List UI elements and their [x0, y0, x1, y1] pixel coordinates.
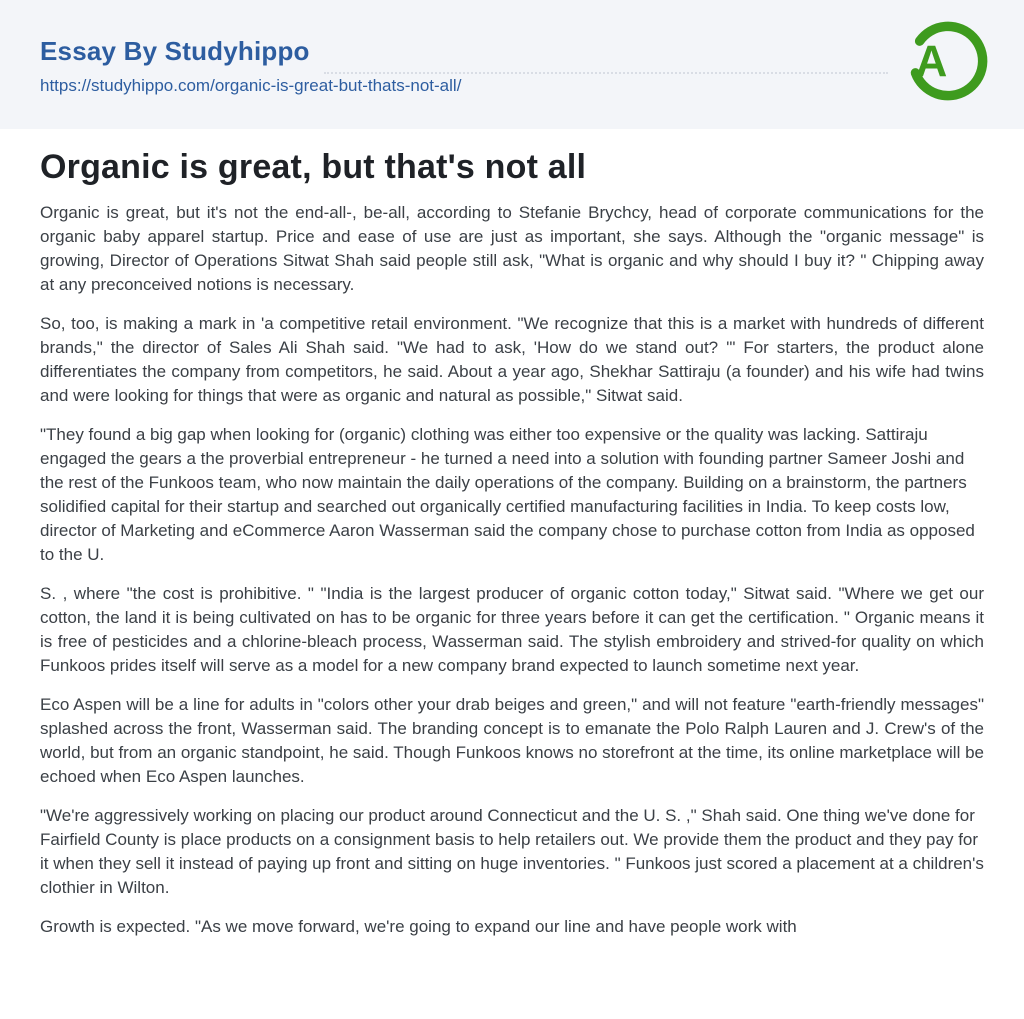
article-title: Organic is great, but that's not all: [40, 148, 587, 186]
dotted-separator: [324, 72, 888, 74]
article-paragraph-2: So, too, is making a mark in 'a competitive retail environment. "We recognize that this is a market with hundreds of different brands," the director of Sales Ali Shah said. "We had to ask, 'How do we stand out? '" For starters, the product alone differentiates the company from competitors, he said. About a year ago, Shekhar Sattiraju (a founder) and his wife had twins and were looking for things that were as organic and natural as possible," Sitwat said.: [40, 314, 984, 405]
article-paragraph-5: Eco Aspen will be a line for adults in "colors other your drab beiges and green," and will not feature "earth-friendly messages" splashed across the front, Wasserman said. The branding concept is to emanate the Polo Ralph Lauren and J. Crew's of the world, but from an organic standpoint, he said. Though Funkoos knows no storefront at the time, its online marketplace will be echoed when Eco Aspen launches.: [40, 695, 984, 786]
brand-title-row: [40, 36, 984, 67]
article-paragraph-3: "They found a big gap when looking for (organic) clothing was either too expensive or the quality was lacking. Sattiraju engaged the gears a the proverbial entrepreneur - he turned a need into a solution with founding partner Sameer Joshi and the rest of the Funkoos team, who now maintain the daily operations of the company. Building on a brainstorm, the partners solidified capital for their startup and searched out organically certified manufacturing facilities in India. To keep costs low, director of Marketing and eCommerce Aaron Wasserman said the company chose to purchase cotton from India as opposed to the U.: [40, 425, 975, 564]
article-paragraph-4: S. , where "the cost is prohibitive. " "India is the largest producer of organic cotton today," Sitwat said. "Where we get our cotton, the land it is being cultivated on has to be organic for three years before it can get the certification. " Organic means it is free of pesticides and a chlorine-bleach process, Wasserman said. The stylish embroidery and strived-for quality on which Funkoos prides itself will serve as a model for a new company brand expected to launch sometime next year.: [40, 584, 984, 675]
article-paragraph-6: "We're aggressively working on placing our product around Connecticut and the U. S. ," Shah said. One thing we've done for Fairfield County is place products on a consignment basis to help retailers out. We provide them the product and they pay for it when they sell it instead of paying up front and sitting on huge inventories. " Funkoos just scored a placement at a children's clothier in Wilton.: [40, 806, 984, 897]
article-paragraph-1: Organic is great, but it's not the end-all-, be-all, according to Stefanie Brychcy, head of corporate communications for the organic baby apparel startup. Price and ease of use are just as important, she says. Although the "organic message" is growing, Director of Operations Sitwat Shah said people still ask, "What is organic and why should I buy it? " Chipping away at any preconceived notions is necessary.: [40, 203, 984, 294]
logo-letter: A: [915, 37, 948, 87]
header-text-block: [40, 36, 984, 96]
article-paragraph-7: Growth is expected. "As we move forward, we're going to expand our line and have people work with: [40, 917, 797, 936]
header: [0, 0, 1024, 129]
source-url-link[interactable]: https://studyhippo.com/organic-is-great-but-thats-not-all/: [40, 76, 462, 95]
article: [0, 148, 1024, 939]
brand-title: Essay By Studyhippo: [40, 36, 310, 66]
studyhippo-logo-icon: [906, 19, 990, 103]
